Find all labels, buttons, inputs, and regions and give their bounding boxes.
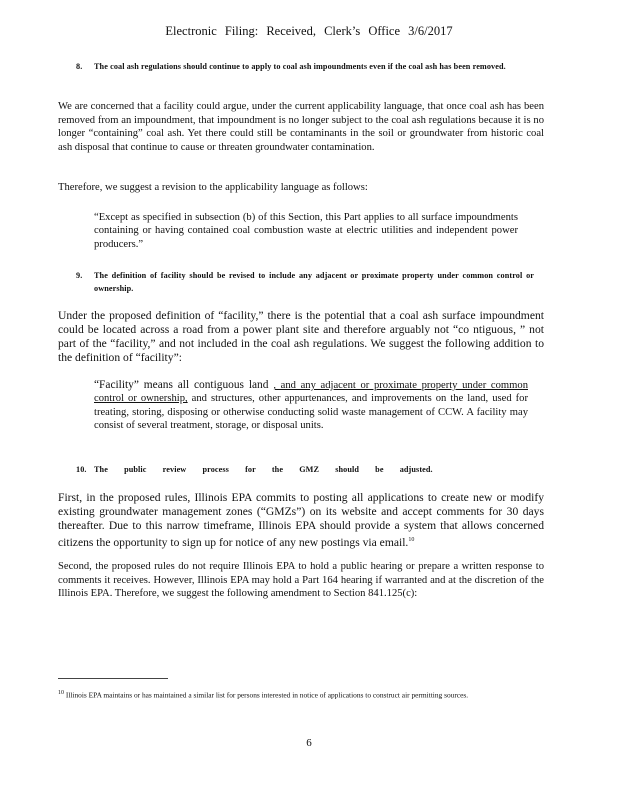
- paragraph-gmz-first-text: First, in the proposed rules, Illinois EPA commits to posting all applications to create new or modify existing groundwater management zones (“GMZs”) on its website and accept comments for 30 days thereafter. Due to this narrow timeframe, Illinois EPA should provide a system that allows concerned citizens the opportunity to sign up for notice of any new postings via email.: [58, 491, 544, 549]
- page-number: 6: [306, 737, 312, 749]
- footnote-divider: [58, 678, 168, 679]
- quote-facility-text-start: “Facility” means all contiguous land: [94, 379, 274, 391]
- paragraph-gmz-first: [58, 491, 544, 550]
- footnote-text: Illinois EPA maintains or has maintained a similar list for persons interested in notice of applications to construct air permitting sources.: [65, 690, 469, 700]
- paragraph-applicability-intro: Therefore, we suggest a revision to the applicability language as follows:: [58, 182, 368, 193]
- section-heading-10-text: The public review process for the GMZ should be adjusted.: [94, 465, 433, 474]
- section-number-10: 10.: [76, 465, 87, 474]
- footnote-reference-10: 10: [408, 537, 415, 543]
- quote-applicability-revision: “Except as specified in subsection (b) of this Section, this Part applies to all surface impoundments containing or having contained coal combustion waste at electric utilities and independent power producers.”: [94, 212, 518, 250]
- section-heading-8: [76, 60, 538, 73]
- quote-facility-definition: [94, 379, 528, 433]
- paragraph-facility-definition: Under the proposed definition of “facility,” there is the potential that a coal ash surface impoundment could be located across a road from a power plant site and therefore arguably not “co ntiguous, ” not part of the “facility,” and not included in the coal ash regulations. We suggest the following addition to the definition of “facility”:: [58, 309, 544, 364]
- section-heading-9: [76, 269, 534, 295]
- paragraph-concern: We are concerned that a facility could argue, under the current applicability language, that once coal ash has been removed from an impoundment, that impoundment is no longer subject to the coal ash regulations because it is no longer “containing” coal ash. Yet there could still be contaminants in the soil or groundwater from historic coal ash disposal that continue to cause or threaten groundwater contamination.: [58, 101, 544, 153]
- quote-facility-text-end: and structures, other appurtenances, and improvements on the land, used for treating, storing, disposing or otherwise conducting solid waste management of CCW. A facility may consist of several treatment, storage, or disposal units.: [94, 393, 528, 432]
- section-heading-10: [76, 463, 534, 476]
- footnote-number: 10: [58, 690, 64, 696]
- footnote-10: [58, 688, 528, 700]
- paragraph-gmz-second: Second, the proposed rules do not require Illinois EPA to hold a public hearing or prepare a written response to comments it receives. However, Illinois EPA may hold a Part 164 hearing if warranted and at the discretion of the Illinois EPA. Therefore, we suggest the following amendment to Section 841.125(c):: [58, 561, 544, 600]
- section-heading-8-text: The coal ash regulations should continue to apply to coal ash impoundments even if the coal ash has been removed.: [94, 62, 506, 71]
- section-heading-9-text: The definition of facility should be revised to include any adjacent or proximate property under common control or ownership.: [94, 271, 534, 293]
- filing-header: Electronic Filing: Received, Clerk’s Office 3/6/2017: [165, 24, 453, 38]
- section-number-9: 9.: [76, 271, 83, 280]
- quote-facility-addition: , and any adjacent or proximate property under common control or ownership,: [94, 380, 528, 405]
- section-number-8: 8.: [76, 62, 83, 71]
